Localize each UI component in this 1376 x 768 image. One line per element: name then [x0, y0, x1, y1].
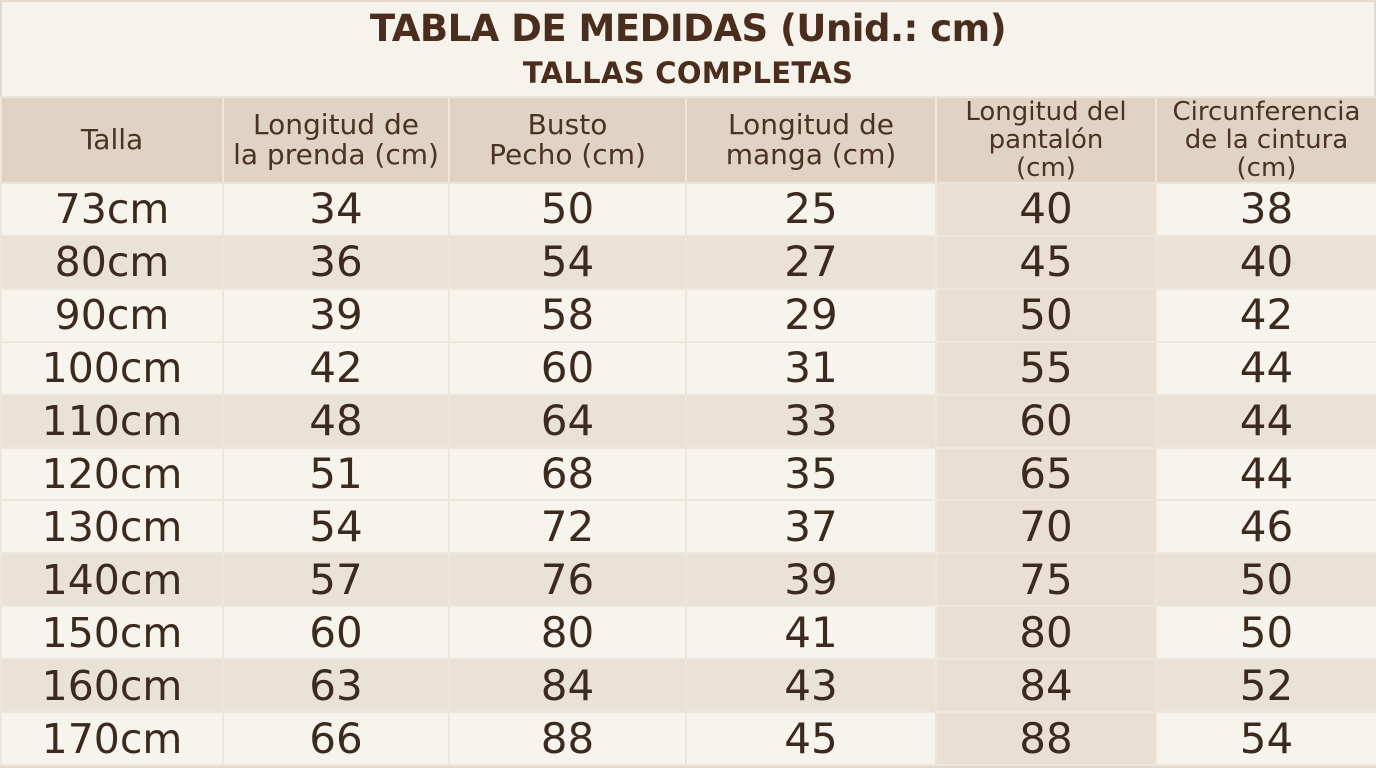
- cell-longitud-pantalon: 80: [936, 606, 1156, 659]
- cell-circunferencia-cintura: 46: [1156, 500, 1376, 553]
- header-line: Busto: [527, 108, 608, 141]
- cell-busto-pecho: 54: [449, 236, 686, 289]
- table-row: [1, 236, 1376, 289]
- header-line: (cm): [1236, 153, 1297, 183]
- cell-circunferencia-cintura: 38: [1156, 183, 1376, 236]
- table-row: [1, 606, 1376, 659]
- table-row: [1, 395, 1376, 448]
- cell-longitud-prenda: 60: [223, 606, 449, 659]
- cell-circunferencia-cintura: 44: [1156, 342, 1376, 395]
- cell-longitud-pantalon: 60: [936, 395, 1156, 448]
- table-row: [1, 342, 1376, 395]
- cell-busto-pecho: 60: [449, 342, 686, 395]
- page-subtitle: TALLAS COMPLETAS: [522, 56, 854, 90]
- cell-busto-pecho: 58: [449, 289, 686, 342]
- table-header-row: [1, 97, 1376, 183]
- cell-longitud-manga: 27: [686, 236, 936, 289]
- cell-longitud-pantalon: 70: [936, 500, 1156, 553]
- header-line: Talla: [80, 123, 144, 156]
- cell-circunferencia-cintura: 40: [1156, 236, 1376, 289]
- header-line: manga (cm): [725, 138, 897, 171]
- header-line: (cm): [1016, 153, 1076, 183]
- cell-talla: 90cm: [1, 289, 223, 342]
- cell-busto-pecho: 68: [449, 448, 686, 501]
- cell-busto-pecho: 72: [449, 500, 686, 553]
- cell-longitud-pantalon: 40: [936, 183, 1156, 236]
- header-talla: [1, 97, 223, 183]
- header-longitud-manga: [686, 97, 936, 183]
- cell-longitud-manga: 43: [686, 659, 936, 712]
- cell-longitud-pantalon: 45: [936, 236, 1156, 289]
- cell-longitud-prenda: 39: [223, 289, 449, 342]
- header-busto-pecho: [449, 97, 686, 183]
- cell-longitud-pantalon: 75: [936, 553, 1156, 606]
- title-block: [0, 0, 1376, 96]
- header-line: de la cintura: [1184, 125, 1349, 155]
- cell-longitud-manga: 33: [686, 395, 936, 448]
- cell-longitud-pantalon: 88: [936, 712, 1156, 765]
- cell-circunferencia-cintura: 42: [1156, 289, 1376, 342]
- header-line: Longitud de: [728, 108, 894, 141]
- cell-busto-pecho: 64: [449, 395, 686, 448]
- cell-circunferencia-cintura: 50: [1156, 553, 1376, 606]
- cell-longitud-pantalon: 65: [936, 448, 1156, 501]
- cell-busto-pecho: 80: [449, 606, 686, 659]
- table-row: [1, 289, 1376, 342]
- cell-busto-pecho: 88: [449, 712, 686, 765]
- cell-longitud-prenda: 34: [223, 183, 449, 236]
- table-row: [1, 553, 1376, 606]
- cell-talla: 120cm: [1, 448, 223, 501]
- cell-longitud-prenda: 63: [223, 659, 449, 712]
- cell-circunferencia-cintura: 44: [1156, 448, 1376, 501]
- table-row: [1, 500, 1376, 553]
- cell-busto-pecho: 76: [449, 553, 686, 606]
- cell-longitud-manga: 45: [686, 712, 936, 765]
- header-line: Circunferencia: [1172, 97, 1361, 127]
- page-title: TABLA DE MEDIDAS (Unid.: cm): [369, 7, 1007, 50]
- cell-circunferencia-cintura: 50: [1156, 606, 1376, 659]
- cell-talla: 73cm: [1, 183, 223, 236]
- cell-circunferencia-cintura: 52: [1156, 659, 1376, 712]
- header-longitud-prenda: [223, 97, 449, 183]
- cell-talla: 160cm: [1, 659, 223, 712]
- cell-circunferencia-cintura: 44: [1156, 395, 1376, 448]
- cell-longitud-pantalon: 55: [936, 342, 1156, 395]
- cell-busto-pecho: 50: [449, 183, 686, 236]
- header-line: pantalón: [988, 125, 1104, 155]
- table-row: [1, 448, 1376, 501]
- cell-longitud-pantalon: 84: [936, 659, 1156, 712]
- cell-longitud-prenda: 66: [223, 712, 449, 765]
- cell-longitud-manga: 39: [686, 553, 936, 606]
- header-line: la prenda (cm): [233, 138, 439, 171]
- cell-longitud-manga: 35: [686, 448, 936, 501]
- header-line: Longitud del: [965, 97, 1127, 127]
- cell-talla: 140cm: [1, 553, 223, 606]
- cell-talla: 170cm: [1, 712, 223, 765]
- cell-circunferencia-cintura: 54: [1156, 712, 1376, 765]
- cell-longitud-manga: 37: [686, 500, 936, 553]
- cell-talla: 80cm: [1, 236, 223, 289]
- header-line: Longitud de: [253, 108, 419, 141]
- cell-longitud-manga: 25: [686, 183, 936, 236]
- header-longitud-pantalon: [936, 97, 1156, 183]
- table-row: [1, 712, 1376, 765]
- cell-longitud-manga: 31: [686, 342, 936, 395]
- cell-talla: 130cm: [1, 500, 223, 553]
- cell-longitud-prenda: 54: [223, 500, 449, 553]
- size-table: [0, 96, 1376, 766]
- cell-busto-pecho: 84: [449, 659, 686, 712]
- cell-talla: 150cm: [1, 606, 223, 659]
- header-line: Pecho (cm): [489, 138, 646, 171]
- cell-longitud-prenda: 48: [223, 395, 449, 448]
- table-row: [1, 183, 1376, 236]
- cell-talla: 100cm: [1, 342, 223, 395]
- cell-talla: 110cm: [1, 395, 223, 448]
- header-circunferencia-cintura: [1156, 97, 1376, 183]
- cell-longitud-prenda: 42: [223, 342, 449, 395]
- cell-longitud-prenda: 51: [223, 448, 449, 501]
- cell-longitud-prenda: 36: [223, 236, 449, 289]
- cell-longitud-pantalon: 50: [936, 289, 1156, 342]
- cell-longitud-manga: 29: [686, 289, 936, 342]
- table-row: [1, 659, 1376, 712]
- cell-longitud-prenda: 57: [223, 553, 449, 606]
- cell-longitud-manga: 41: [686, 606, 936, 659]
